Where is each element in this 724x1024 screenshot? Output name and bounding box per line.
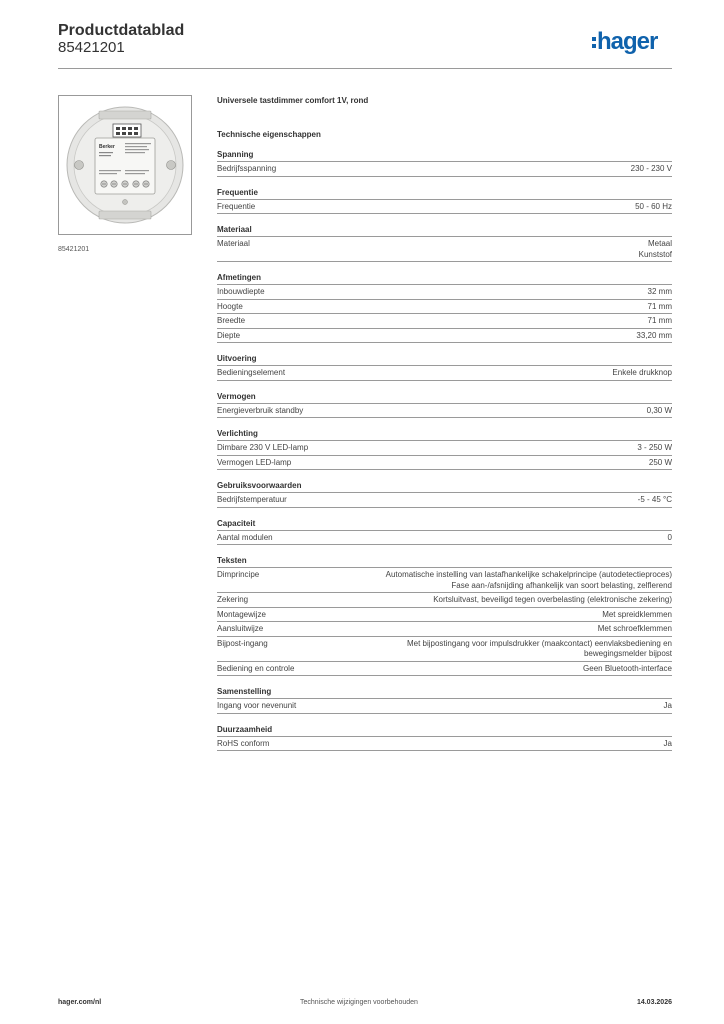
spec-row (217, 300, 672, 315)
spec-row (217, 637, 672, 662)
spec-group-title: Duurzaamheid (217, 724, 672, 737)
spec-label: Aantal modulen (217, 532, 273, 542)
page-title: Productdatablad (58, 22, 185, 39)
spec-label: Bedieningselement (217, 368, 286, 377)
spec-row (217, 200, 672, 215)
footer-date: 14.03.2026 (636, 999, 672, 1006)
spec-value-line: -5 - 45 °C (637, 495, 672, 504)
spec-value-line: Kortsluitvast, beveiligd tegen overbelasting (elektronische zekering) (433, 595, 672, 604)
spec-group (217, 391, 672, 419)
spec-label: Bediening en controle (217, 663, 295, 673)
spec-group-title: Materiaal (217, 224, 672, 237)
spec-label: Diepte (217, 330, 241, 340)
spec-group (217, 480, 672, 508)
spec-group-title: Spanning (217, 149, 672, 162)
spec-group (217, 724, 672, 752)
spec-row (217, 737, 672, 752)
logo-text: hager (597, 28, 658, 55)
spec-value-line: Automatische instelling van lastafhankelijke schakelprincipe (autodetectieproces) (385, 570, 672, 579)
header-divider (58, 68, 672, 69)
spec-group (217, 686, 672, 714)
spec-row (217, 662, 672, 677)
spec-row (217, 456, 672, 471)
spec-group-title: Vermogen (217, 391, 672, 404)
spec-label: Dimprincipe (217, 570, 260, 579)
spec-group (217, 149, 672, 177)
spec-group (217, 353, 672, 381)
spec-value-line: Met spreidklemmen (602, 609, 672, 619)
spec-value (285, 368, 672, 379)
spec-value (268, 639, 672, 660)
spec-groups (217, 149, 672, 751)
spec-label: Dimbare 230 V LED-lamp (217, 443, 309, 452)
spec-group (217, 428, 672, 470)
spec-value (265, 287, 672, 298)
spec-value (287, 495, 672, 506)
spec-label: Bedrijfsspanning (217, 164, 277, 173)
spec-value-line: 50 - 60 Hz (635, 201, 672, 211)
spec-value (294, 664, 672, 675)
spec-group (217, 224, 672, 262)
spec-value-line: Kunststof (638, 249, 672, 259)
dimmer-insert-image (59, 96, 191, 234)
spec-group-title: Uitvoering (217, 353, 672, 366)
spec-group (217, 555, 672, 676)
spec-label: Frequentie (217, 201, 256, 211)
spec-value (269, 739, 672, 750)
spec-group-title: Gebruiksvoorwaarden (217, 480, 672, 493)
spec-value-line: bewegingsmelder bijpost (583, 649, 672, 658)
spec-value (240, 331, 672, 342)
spec-row (217, 404, 672, 419)
spec-value-line: Ja (663, 738, 672, 748)
hager-logo (592, 29, 657, 55)
spec-value (303, 406, 672, 417)
spec-row (217, 162, 672, 177)
spec-row (217, 237, 672, 262)
spec-label: Materiaal (217, 239, 250, 248)
spec-label: Inbouwdiepte (217, 287, 265, 296)
spec-value (266, 610, 672, 621)
spec-row (217, 699, 672, 714)
spec-value (243, 302, 672, 313)
spec-value (263, 624, 672, 635)
spec-label: Bedrijfstemperatuur (217, 495, 287, 504)
spec-label: Zekering (217, 595, 249, 604)
spec-value-line: Geen Bluetooth-interface (583, 663, 672, 673)
spec-group-title: Frequentie (217, 187, 672, 200)
spec-value (245, 316, 672, 327)
logo-dots-icon (592, 37, 596, 48)
spec-label: Hoogte (217, 301, 243, 311)
spec-value-line: Fase aan-/afsnijding afhankelijk van soort belasting, zelflerend (451, 580, 672, 590)
spec-row (217, 531, 672, 546)
spec-value-line: 32 mm (647, 287, 672, 296)
image-brand-print: Berker (99, 144, 115, 150)
spec-value-line: Metaal (647, 239, 672, 248)
spec-label: Bijpost-ingang (217, 638, 268, 648)
spec-value (259, 570, 672, 591)
spec-row (217, 441, 672, 456)
spec-group-title: Verlichting (217, 428, 672, 441)
spec-value-line: Met bijpostingang voor impulsdrukker (maakcontact) eenvlaksbediening en (406, 638, 672, 648)
spec-group-title: Samenstelling (217, 686, 672, 699)
product-image (58, 95, 192, 235)
spec-value-line: 230 - 230 V (630, 164, 672, 173)
spec-label: Aansluitwijze (217, 624, 264, 633)
spec-label: RoHS conform (217, 738, 270, 748)
spec-row (217, 366, 672, 381)
spec-value-line: 71 mm (647, 316, 672, 325)
spec-label: Energieverbruik standby (217, 405, 304, 415)
spec-group (217, 272, 672, 343)
spec-sheet (217, 96, 672, 761)
spec-value (296, 701, 672, 712)
spec-value-line: Met schroefklemmen (597, 624, 672, 633)
spec-value-line: Enkele drukknop (612, 368, 672, 377)
spec-group-title: Teksten (217, 555, 672, 568)
spec-value (276, 164, 672, 175)
spec-value-line: 0 (667, 532, 672, 542)
footer-website: hager.com/nl (58, 999, 102, 1006)
spec-label: Montagewijze (217, 609, 266, 619)
spec-value-line: 0,30 W (646, 405, 672, 415)
spec-value (273, 533, 672, 544)
spec-row (217, 314, 672, 329)
product-number: 85421201 (58, 39, 125, 56)
footer-disclaimer: Technische wijzigingen voorbehouden (300, 999, 418, 1006)
section-heading: Technische eigenschappen (217, 130, 321, 139)
spec-row (217, 329, 672, 344)
spec-row (217, 568, 672, 593)
spec-label: Breedte (217, 316, 246, 325)
spec-value-line: Ja (663, 701, 672, 710)
spec-label: Vermogen LED-lamp (217, 457, 292, 467)
spec-value (255, 202, 672, 213)
spec-value-line: 250 W (648, 457, 672, 467)
spec-value-line: 71 mm (647, 301, 672, 311)
spec-value (248, 595, 672, 606)
spec-value (291, 458, 672, 469)
spec-label: Ingang voor nevenunit (217, 701, 297, 710)
spec-group (217, 518, 672, 546)
spec-value (308, 443, 672, 454)
spec-row (217, 622, 672, 637)
spec-row (217, 593, 672, 608)
spec-group-title: Capaciteit (217, 518, 672, 531)
spec-row (217, 285, 672, 300)
product-title: Universele tastdimmer comfort 1V, rond (217, 96, 369, 105)
spec-row (217, 493, 672, 508)
image-caption: 85421201 (58, 246, 90, 253)
spec-group-title: Afmetingen (217, 272, 672, 285)
spec-group (217, 187, 672, 215)
spec-value-line: 33,20 mm (636, 330, 672, 340)
spec-value (250, 239, 672, 260)
spec-value-line: 3 - 250 W (637, 443, 672, 452)
spec-row (217, 608, 672, 623)
